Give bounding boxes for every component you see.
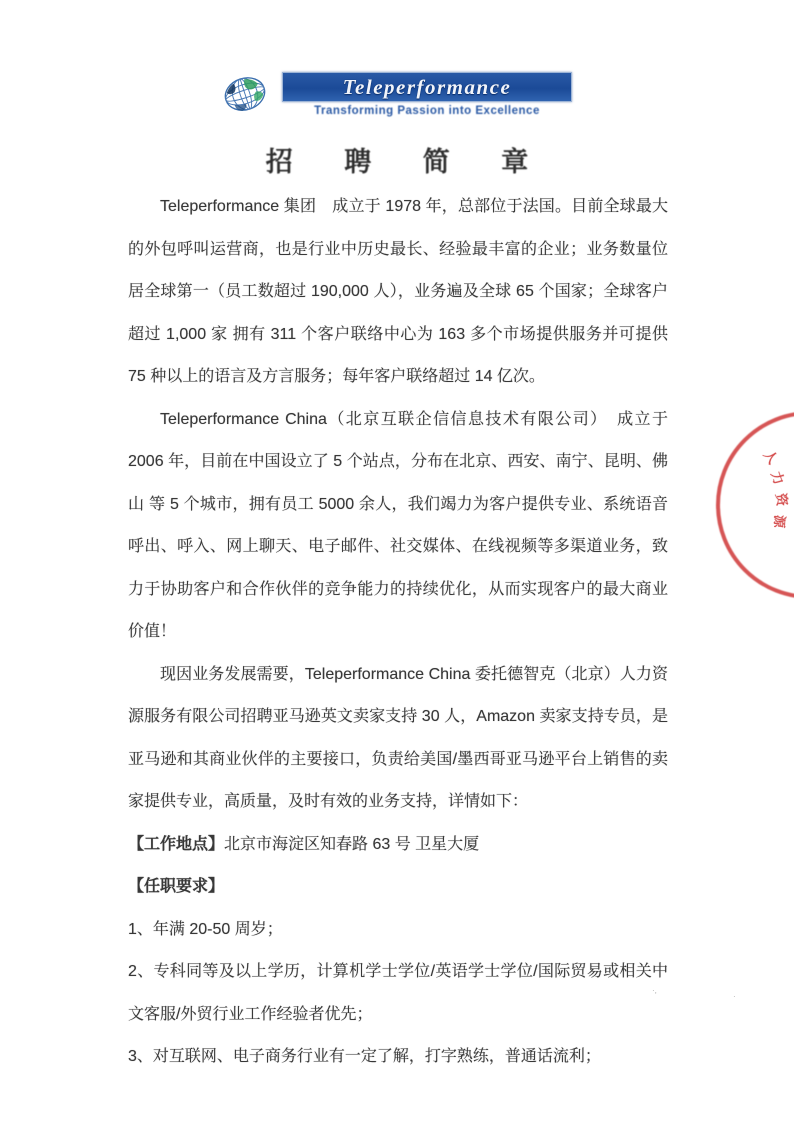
scan-artifact: ·	[733, 992, 736, 1001]
recruitment-paragraph: 现因业务发展需要，Teleperformance China 委托德智克（北京）人力资源服务有限公司招聘亚马逊英文卖家支持 30 人，Amazon 卖家支持专员，是亚马逊和其商业伙伴的主要接口，负责给美国/墨西哥亚马逊平台上销售的卖家提供专业，高质量，及时有效的业务支持，详情如下：	[128, 665, 668, 810]
document-body	[128, 186, 668, 1079]
work-location-line	[128, 824, 668, 867]
intro-paragraph-china: Teleperformance China（北京互联企信信息技术有限公司） 成立于 2006 年，目前在中国设立了 5 个站点，分布在北京、西安、南宁、昆明、佛山 等 5 个城市，拥有员工 5000 余人，我们竭力为客户提供专业、系统语音呼出、呼入、网上聊天、电子邮件、社交媒体、在线视频等多渠道业务，致力于协助客户和合作伙伴的竞争能力的持续优化，从而实现客户的最大商业价值！	[128, 410, 668, 640]
requirement-item-3: 3、对互联网、电子商务行业有一定了解，打字熟练，普通话流利；	[128, 1048, 601, 1065]
requirements-label: 【任职要求】	[128, 878, 225, 895]
brand-bar	[282, 72, 572, 102]
seal-character: 人	[760, 447, 781, 467]
requirement-item-1: 1、年满 20-50 周岁；	[128, 920, 283, 938]
work-location-label: 【工作地点】	[128, 835, 225, 853]
seal-character: 源	[771, 514, 788, 529]
globe-icon	[222, 74, 268, 114]
intro-paragraph-company: Teleperformance 集团 成立于 1978 年，总部位于法国。目前全球最大的外包呼叫运营商，也是行业中历史最长、经验最丰富的企业；业务数量位居全球第一（员工数超过 190,000 人），业务遍及全球 65 个国家；全球客户超过 1,000 家 拥有 311 个客户联络中心为 163 多个市场提供服务并可提供 75 种以上的语言及方言服务；每年客户联络超过 14 亿次。	[128, 198, 668, 385]
scan-artifact: ·,	[652, 986, 657, 995]
brand-tagline: Transforming Passion into Excellence	[314, 105, 540, 117]
page-title: 招 聘 简 章	[265, 147, 551, 177]
logo	[0, 72, 794, 117]
seal-character: 资	[773, 492, 790, 508]
requirement-item-2: 2、专科同等及以上学历，计算机学士学位/英语学士学位/国际贸易或相关中文客服/外贸行业工作经验者优先；	[128, 963, 668, 1023]
seal-character: 力	[768, 469, 787, 487]
brand-wordmark: Teleperformance	[342, 74, 512, 99]
work-location-value: 北京市海淀区知春路 63 号 卫星大厦	[224, 835, 480, 853]
